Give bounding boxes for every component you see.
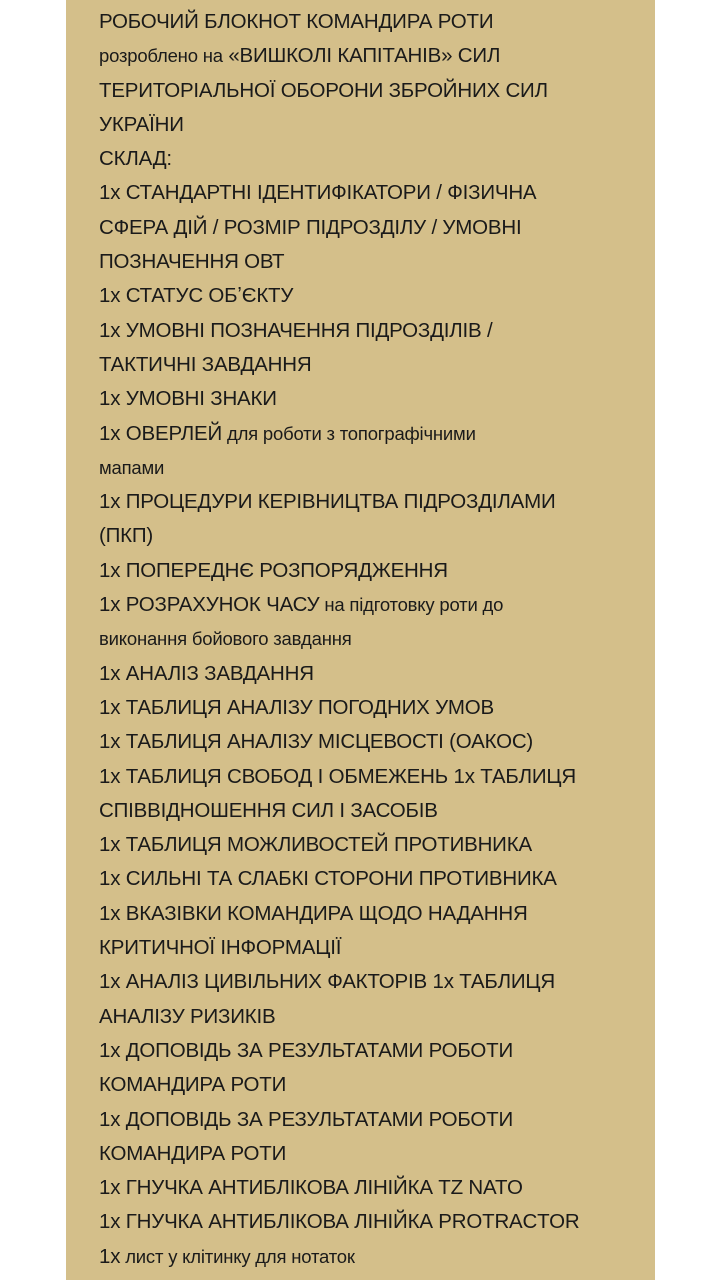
list-line: КОМАНДИРА РОТИ	[99, 1073, 287, 1097]
list-line: 1x АНАЛІЗ ЦИВІЛЬНИХ ФАКТОРІВ 1x ТАБЛИЦЯ	[99, 970, 555, 994]
list-line: 1x АНАЛІЗ ЗАВДАННЯ	[99, 661, 314, 685]
notes-caps: 1x	[99, 1244, 121, 1268]
notes-lower: лист у клітинку для нотаток	[120, 1245, 355, 1267]
list-line: СФЕРА ДІЙ / РОЗМІР ПІДРОЗДІЛУ / УМОВНІ	[99, 215, 522, 239]
subtitle-prefix: розроблено на	[99, 45, 223, 67]
subtitle-line-3: УКРАЇНИ	[99, 112, 184, 136]
list-line: 1x УМОВНІ ПОЗНАЧЕННЯ ПІДРОЗДІЛІВ /	[99, 318, 493, 342]
subtitle-line-1	[99, 39, 651, 73]
overlay-line-1	[99, 417, 651, 451]
time-calc-caps: 1x РОЗРАХУНОК ЧАСУ	[99, 593, 320, 617]
list-line: 1x ТАБЛИЦЯ АНАЛІЗУ ПОГОДНИХ УМОВ	[99, 695, 495, 719]
list-line: СПІВВІДНОШЕННЯ СИЛ І ЗАСОБІВ	[99, 798, 438, 822]
contents-label: СКЛАД:	[99, 147, 172, 171]
time-calc-line-1	[99, 588, 651, 622]
list-line: ТАКТИЧНІ ЗАВДАННЯ	[99, 352, 312, 376]
time-calc-lower: на підготовку роти до	[319, 594, 504, 616]
list-line: 1x ДОПОВІДЬ ЗА РЕЗУЛЬТАТАМИ РОБОТИ	[99, 1107, 513, 1131]
list-line: КОМАНДИРА РОТИ	[99, 1141, 287, 1165]
list-line: 1x ПРОЦЕДУРИ КЕРІВНИЦТВА ПІДРОЗДІЛАМИ	[99, 490, 556, 514]
list-line: 1x ВКАЗІВКИ КОМАНДИРА ЩОДО НАДАННЯ	[99, 901, 528, 925]
list-line: ПОЗНАЧЕННЯ ОВТ	[99, 250, 285, 274]
document-title: РОБОЧИЙ БЛОКНОТ КОМАНДИРА РОТИ	[99, 10, 494, 33]
list-line: 1x ГНУЧКА АНТИБЛІКОВА ЛІНІЙКА PROTRACTOR	[99, 1210, 580, 1234]
document-text	[99, 5, 651, 1274]
overlay-caps: 1x ОВЕРЛЕЙ	[99, 421, 223, 445]
subtitle-line-2: ТЕРИТОРІАЛЬНОЇ ОБОРОНИ ЗБРОЙНИХ СИЛ	[99, 78, 548, 102]
list-line: 1x ПОПЕРЕДНЄ РОЗПОРЯДЖЕННЯ	[99, 558, 448, 582]
subtitle-rest: «ВИШКОЛІ КАПІТАНІВ» СИЛ	[222, 44, 501, 68]
list-line: КРИТИЧНОЇ ІНФОРМАЦІЇ	[99, 936, 342, 960]
list-line: (ПКП)	[99, 524, 154, 548]
notes-line	[99, 1240, 651, 1274]
document-panel	[66, 0, 655, 1280]
overlay-line-2	[99, 451, 651, 485]
list-line: 1x СИЛЬНІ ТА СЛАБКІ СТОРОНИ ПРОТИВНИКА	[99, 867, 557, 891]
list-line: 1x СТАНДАРТНІ ІДЕНТИФІКАТОРИ / ФІЗИЧНА	[99, 181, 537, 205]
list-line: 1x ТАБЛИЦЯ АНАЛІЗУ МІСЦЕВОСТІ (ОАКОС)	[99, 730, 534, 754]
list-line: 1x ГНУЧКА АНТИБЛІКОВА ЛІНІЙКА TZ NATO	[99, 1176, 523, 1200]
list-line: 1x ТАБЛИЦЯ МОЖЛИВОСТЕЙ ПРОТИВНИКА	[99, 833, 532, 857]
time-calc-continuation: виконання бойового завдання	[99, 628, 352, 650]
list-line: АНАЛІЗУ РИЗИКІВ	[99, 1004, 276, 1028]
list-line: 1x ТАБЛИЦЯ СВОБОД І ОБМЕЖЕНЬ 1x ТАБЛИЦЯ	[99, 764, 576, 788]
list-line: 1x УМОВНІ ЗНАКИ	[99, 387, 277, 411]
list-line: 1x ДОПОВІДЬ ЗА РЕЗУЛЬТАТАМИ РОБОТИ	[99, 1038, 513, 1062]
overlay-lower: для роботи з топографічними	[222, 422, 476, 444]
time-calc-line-2	[99, 622, 651, 656]
list-line: 1x СТАТУС ОБʼЄКТУ	[99, 284, 294, 308]
overlay-continuation: мапами	[99, 456, 165, 478]
